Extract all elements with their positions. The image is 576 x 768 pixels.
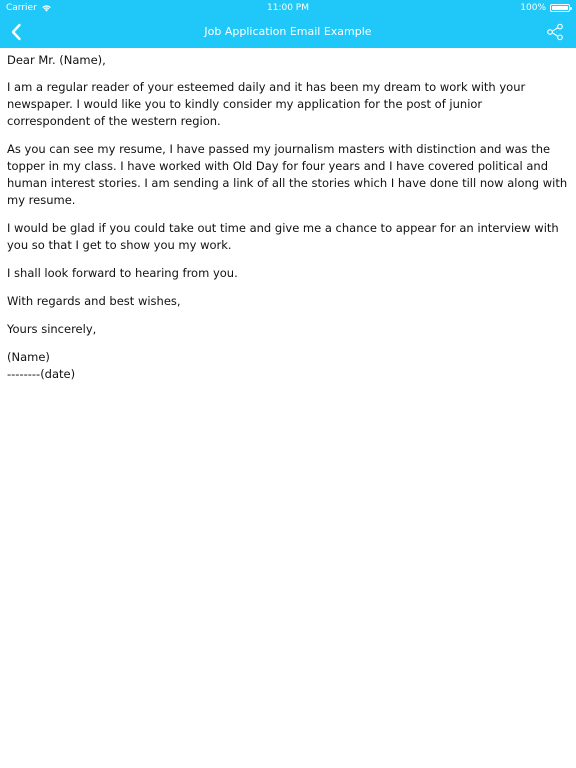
battery-percent: 100%	[520, 3, 546, 13]
signature-name: (Name)	[7, 350, 50, 364]
letter-paragraph-2: As you can see my resume, I have passed my journalism masters with distinction and was the topper in my class. I have worked with Old Day for four years and I have covered political and human interest stories. I am sending a link of all the stories which I have done till now along with my resume.	[7, 142, 568, 207]
letter-regards: With regards and best wishes,	[7, 294, 181, 308]
status-bar	[0, 0, 576, 16]
status-right	[520, 0, 570, 16]
signature-block	[7, 349, 569, 383]
letter-body	[7, 52, 569, 383]
letter-paragraph-3: I would be glad if you could take out time and give me a chance to appear for an interview with you so that I get to show you my work.	[7, 221, 559, 252]
battery-fill	[552, 6, 568, 10]
letter-salutation: Dear Mr. (Name),	[7, 53, 106, 67]
letter-closing: Yours sincerely,	[7, 322, 97, 336]
letter-paragraph-1: I am a regular reader of your esteemed daily and it has been my dream to work with your newspaper. I would like you to kindly consider my application for the post of junior correspondent of the western region.	[7, 80, 526, 128]
status-time: 11:00 PM	[267, 3, 309, 13]
share-icon	[546, 23, 564, 41]
letter-paragraph-4: I shall look forward to hearing from you.	[7, 266, 238, 280]
navigation-bar	[0, 16, 576, 48]
signature-date: --------(date)	[7, 367, 76, 381]
carrier-label: Carrier	[6, 3, 37, 13]
share-button[interactable]	[544, 21, 566, 43]
page-title: Job Application Email Example	[204, 25, 372, 38]
battery-icon	[550, 4, 570, 12]
